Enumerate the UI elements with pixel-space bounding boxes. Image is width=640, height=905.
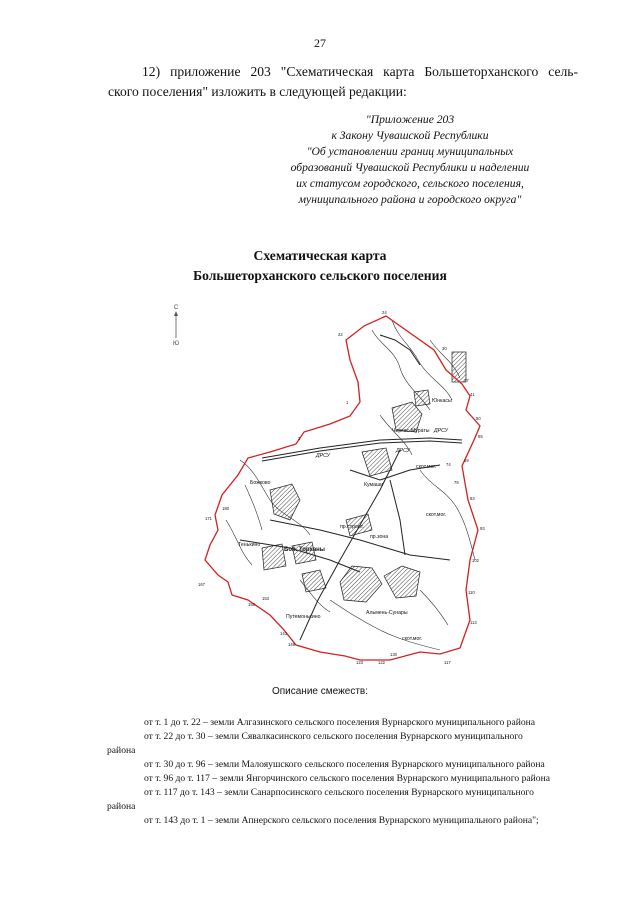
- point-55: 55: [478, 434, 483, 439]
- point-167: 167: [198, 582, 205, 587]
- label-skot-1: скот.мог.: [416, 464, 437, 470]
- adjacency-line-2-block: [107, 730, 583, 757]
- label-dsu-2: ДРСУ: [316, 453, 330, 459]
- point-74: 74: [446, 462, 451, 467]
- label-almen-sunary: Альмень-Сунары: [366, 610, 408, 616]
- label-bol-torkhany: Бол. Торханы: [284, 547, 325, 553]
- adjacency-line-2: от т. 22 до т. 30 – земли Сявалкасинского сельского поселения Вурнарского муниципального: [144, 731, 523, 742]
- point-30: 30: [442, 346, 447, 351]
- point-143: 143: [280, 631, 287, 636]
- label-yunkasy: Юнкасы: [432, 398, 452, 404]
- point-93: 93: [480, 526, 485, 531]
- label-dsu-3: ДРСУ: [396, 448, 410, 454]
- point-79: 79: [454, 480, 459, 485]
- appendix-line-4: образований Чувашской Республики и наделении: [290, 161, 530, 174]
- label-chirkasy: Чиркас-Мураты: [392, 428, 430, 434]
- point-171: 171: [205, 516, 212, 521]
- point-3: 3: [298, 436, 301, 441]
- point-50: 50: [476, 416, 481, 421]
- point-41: 41: [470, 392, 475, 397]
- point-155: 155: [248, 602, 255, 607]
- adjacency-line-1: от т. 1 до т. 22 – земли Алгазинского сельского поселения Вурнарского муниципального района: [144, 717, 536, 728]
- point-123: 123: [356, 660, 363, 665]
- label-pr-zone: пр.зона: [370, 534, 389, 540]
- point-1: 1: [346, 400, 349, 405]
- intro-line-2: ского поселения" изложить в следующей редакции:: [108, 84, 407, 99]
- point-180: 180: [222, 506, 229, 511]
- adjacency-line-3: от т. 30 до т. 96 – земли Малояушского сельского поселения Вурнарского муниципального района: [144, 759, 545, 770]
- appendix-line-2: к Закону Чувашской Республики: [331, 129, 489, 142]
- point-24: 24: [382, 310, 387, 315]
- label-skot-2: скот.мог.: [426, 512, 447, 518]
- map-title-line-1: Схематическая карта: [253, 248, 387, 263]
- appendix-line-1: "Приложение 203: [365, 113, 455, 126]
- adjacency-line-4: от т. 96 до т. 117 – земли Янгорчинского сельского поселения Вурнарского муниципального района: [144, 773, 550, 784]
- label-dsu-1: ДРСУ: [434, 428, 448, 434]
- point-22: 22: [338, 332, 343, 337]
- label-skot-3: скот.мог.: [402, 636, 423, 642]
- point-83: 83: [470, 496, 475, 501]
- schematic-map: [164, 296, 500, 670]
- label-putemenkino: Путемонькино: [286, 614, 321, 620]
- point-113: 113: [470, 620, 477, 625]
- label-pr-stroy: пр.строит.: [340, 524, 365, 530]
- appendix-line-5: их статусом городского, сельского поселения,: [296, 177, 524, 190]
- intro-line-1: 12) приложение 203 "Схематическая карта Большеторханского сель-: [142, 64, 578, 79]
- adjacency-line-5-cont: района: [107, 800, 136, 812]
- map-title-line-2: Большеторханского сельского поселения: [193, 268, 447, 283]
- map-title: [0, 246, 640, 286]
- page-number: 27: [314, 36, 326, 50]
- appendix-line-6: муниципального района и городского округа": [298, 193, 522, 206]
- adjacency-line-6: от т. 143 до т. 1 – земли Апнерского сельского поселения Вурнарского муниципального района";: [144, 815, 539, 826]
- compass-south-label: Ю: [172, 341, 180, 346]
- appendix-line-3: "Об установлении границ муниципальных: [306, 145, 514, 158]
- point-117: 117: [444, 660, 451, 665]
- point-69: 69: [464, 458, 469, 463]
- adjacency-line-5: от т. 117 до т. 143 – земли Санарпосинского сельского поселения Вурнарского муниципального: [144, 787, 534, 798]
- compass-north-label: С: [173, 305, 179, 311]
- point-110: 110: [468, 590, 475, 595]
- point-122: 122: [378, 660, 385, 665]
- label-bozhkovo: Божково: [250, 480, 271, 486]
- point-148: 148: [288, 642, 295, 647]
- label-kumashi: Кумаши: [364, 482, 384, 488]
- adjacency-line-5-block: [107, 786, 583, 813]
- settlement-blocks: [262, 352, 466, 602]
- point-153: 153: [262, 596, 269, 601]
- point-37: 37: [464, 378, 469, 383]
- point-130: 130: [390, 652, 397, 657]
- adjacency-line-2-cont: района: [107, 744, 136, 756]
- label-tenkino: Тенькино: [238, 542, 261, 548]
- point-102: 102: [472, 558, 479, 563]
- adjacency-heading: Описание смежеств:: [271, 686, 369, 697]
